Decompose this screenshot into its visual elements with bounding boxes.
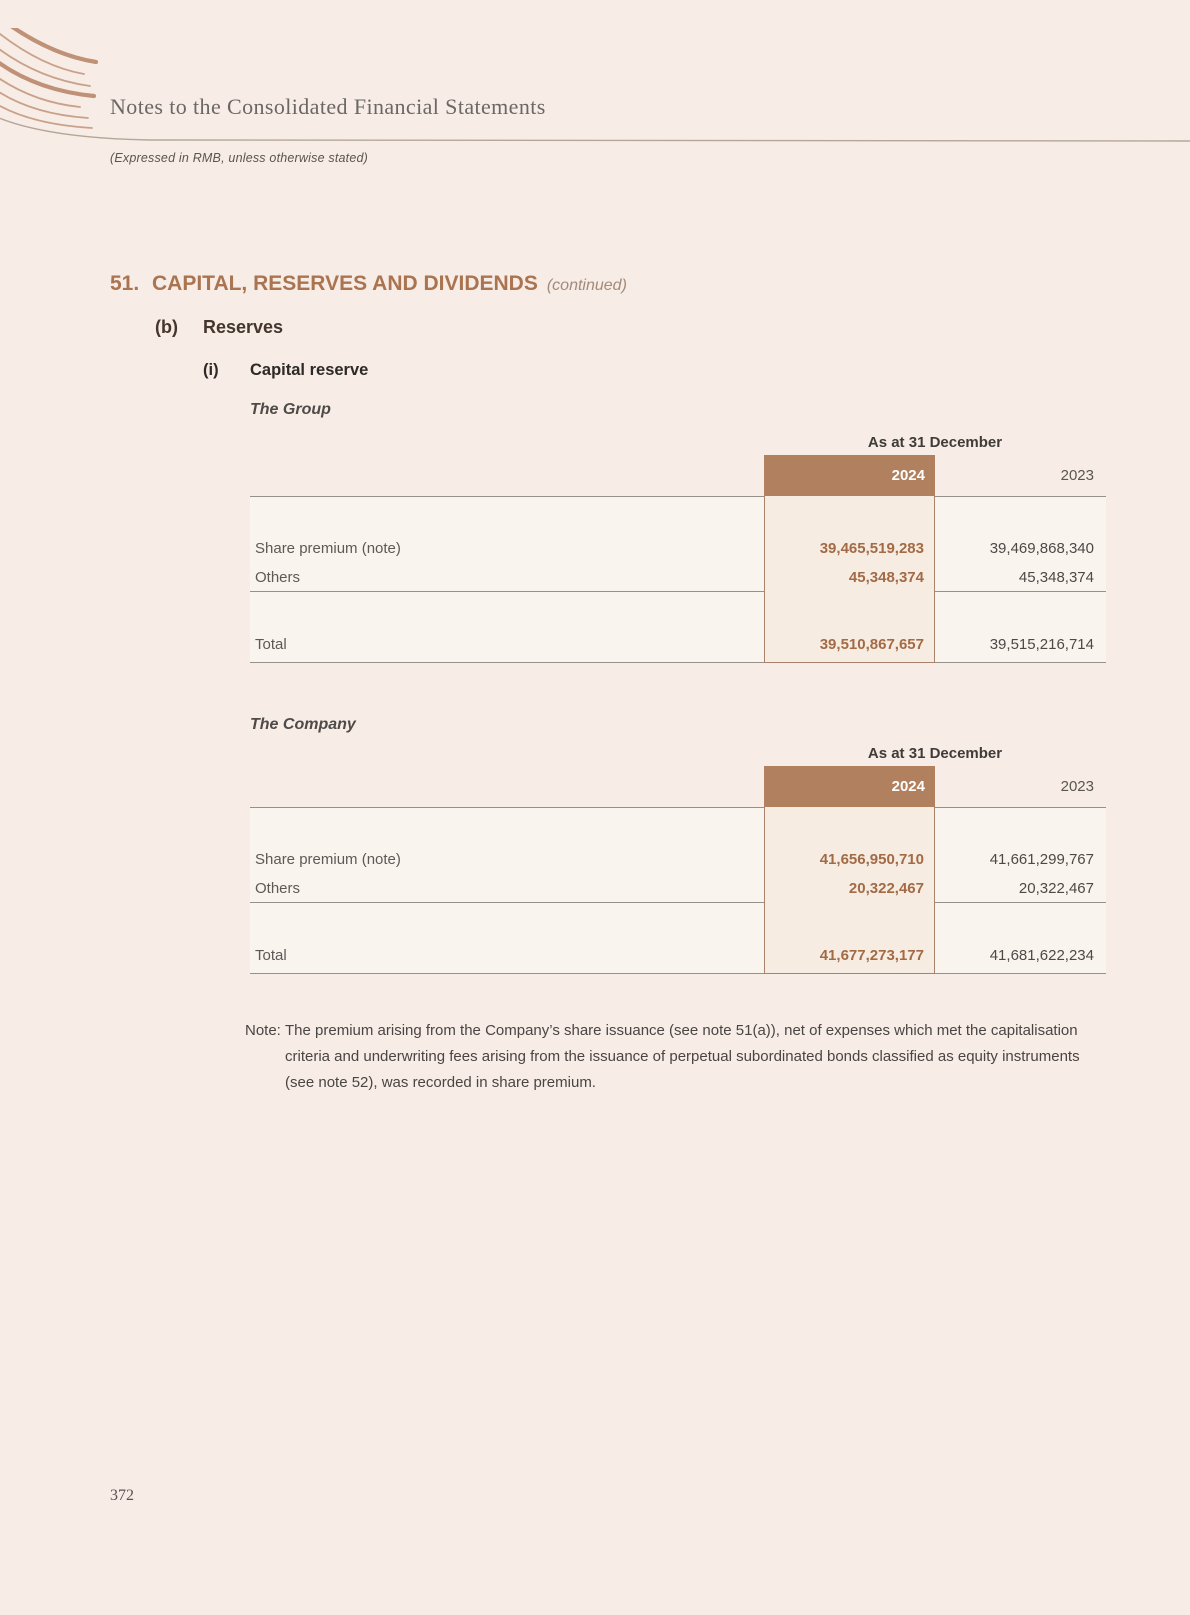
- capital-reserve-table-group: [250, 434, 1106, 663]
- corner-arcs-decoration: [0, 28, 1190, 146]
- subsubsection-title: Capital reserve: [250, 361, 369, 379]
- spacer-cell: [764, 496, 935, 534]
- section-continued: (continued): [546, 277, 627, 294]
- entity-heading-group: The Group: [250, 401, 331, 418]
- column-header-2023: 2023: [1060, 467, 1094, 484]
- subsubsection-heading: [203, 361, 1106, 380]
- spacer-cell: [935, 807, 1106, 845]
- section-heading: [110, 272, 1106, 296]
- total-value-2023: 41,681,622,234: [935, 937, 1106, 974]
- row-value-2024: 41,656,950,710: [764, 845, 935, 874]
- subsection-label: (b): [155, 317, 178, 337]
- row-value-2024: 45,348,374: [764, 563, 935, 592]
- row-value-2023: 39,469,868,340: [935, 534, 1106, 563]
- currency-statement: (Expressed in RMB, unless otherwise stated): [110, 151, 369, 165]
- spacer-cell: [250, 807, 764, 845]
- total-label: Total: [250, 626, 764, 663]
- footnote-text: The premium arising from the Company’s share issuance (see note 51(a)), net of expenses which met the capitalisation criteria and underwriting fees arising from the issuance of perpetual subordinated bonds classified as equity instruments (see note 52), was recorded in share premium.: [285, 1022, 1080, 1091]
- row-value-2024: 39,465,519,283: [764, 534, 935, 563]
- total-label: Total: [250, 937, 764, 974]
- column-header-2024: 2024: [764, 766, 935, 807]
- spacer-cell: [764, 592, 935, 626]
- row-value-2023: 45,348,374: [935, 563, 1106, 592]
- spacer-cell: [935, 903, 1106, 937]
- spacer-cell: [250, 592, 764, 626]
- page-header-title: Notes to the Consolidated Financial Statements: [110, 94, 546, 119]
- capital-reserve-table-company: [250, 745, 1106, 974]
- column-header-spacer: [250, 766, 764, 807]
- footnote-label: Note:: [245, 1022, 281, 1039]
- main-content: [110, 272, 1106, 1096]
- column-header-2024: 2024: [764, 455, 935, 496]
- period-header-row: [250, 745, 1106, 762]
- total-value-2024: 39,510,867,657: [764, 626, 935, 663]
- spacer-cell: [250, 496, 764, 534]
- spacer-cell: [935, 496, 1106, 534]
- table-grid: [250, 455, 1106, 663]
- row-value-2023: 41,661,299,767: [935, 845, 1106, 874]
- total-value-2023: 39,515,216,714: [935, 626, 1106, 663]
- spacer-cell: [935, 592, 1106, 626]
- total-value-2024: 41,677,273,177: [764, 937, 935, 974]
- row-label: Others: [250, 563, 764, 592]
- row-label: Share premium (note): [250, 534, 764, 563]
- subsection-title: Reserves: [203, 317, 284, 337]
- spacer-cell: [764, 903, 935, 937]
- subsection-heading: [155, 317, 1106, 338]
- row-label: Share premium (note): [250, 845, 764, 874]
- footnote: [245, 1018, 1106, 1096]
- spacer-cell: [250, 903, 764, 937]
- page-number: 372: [110, 1487, 134, 1504]
- column-header-spacer: [250, 455, 764, 496]
- section-number: 51.: [110, 272, 140, 295]
- section-title: CAPITAL, RESERVES AND DIVIDENDS: [152, 272, 538, 295]
- entity-heading-company: The Company: [250, 716, 356, 733]
- spacer-cell: [764, 807, 935, 845]
- period-header: As at 31 December: [867, 745, 1003, 762]
- row-value-2024: 20,322,467: [764, 874, 935, 903]
- table-grid: [250, 766, 1106, 974]
- period-header-row: [250, 434, 1106, 451]
- column-header-2023: 2023: [1060, 778, 1094, 795]
- row-value-2023: 20,322,467: [935, 874, 1106, 903]
- row-label: Others: [250, 874, 764, 903]
- subsubsection-label: (i): [203, 361, 219, 379]
- period-header: As at 31 December: [867, 434, 1003, 451]
